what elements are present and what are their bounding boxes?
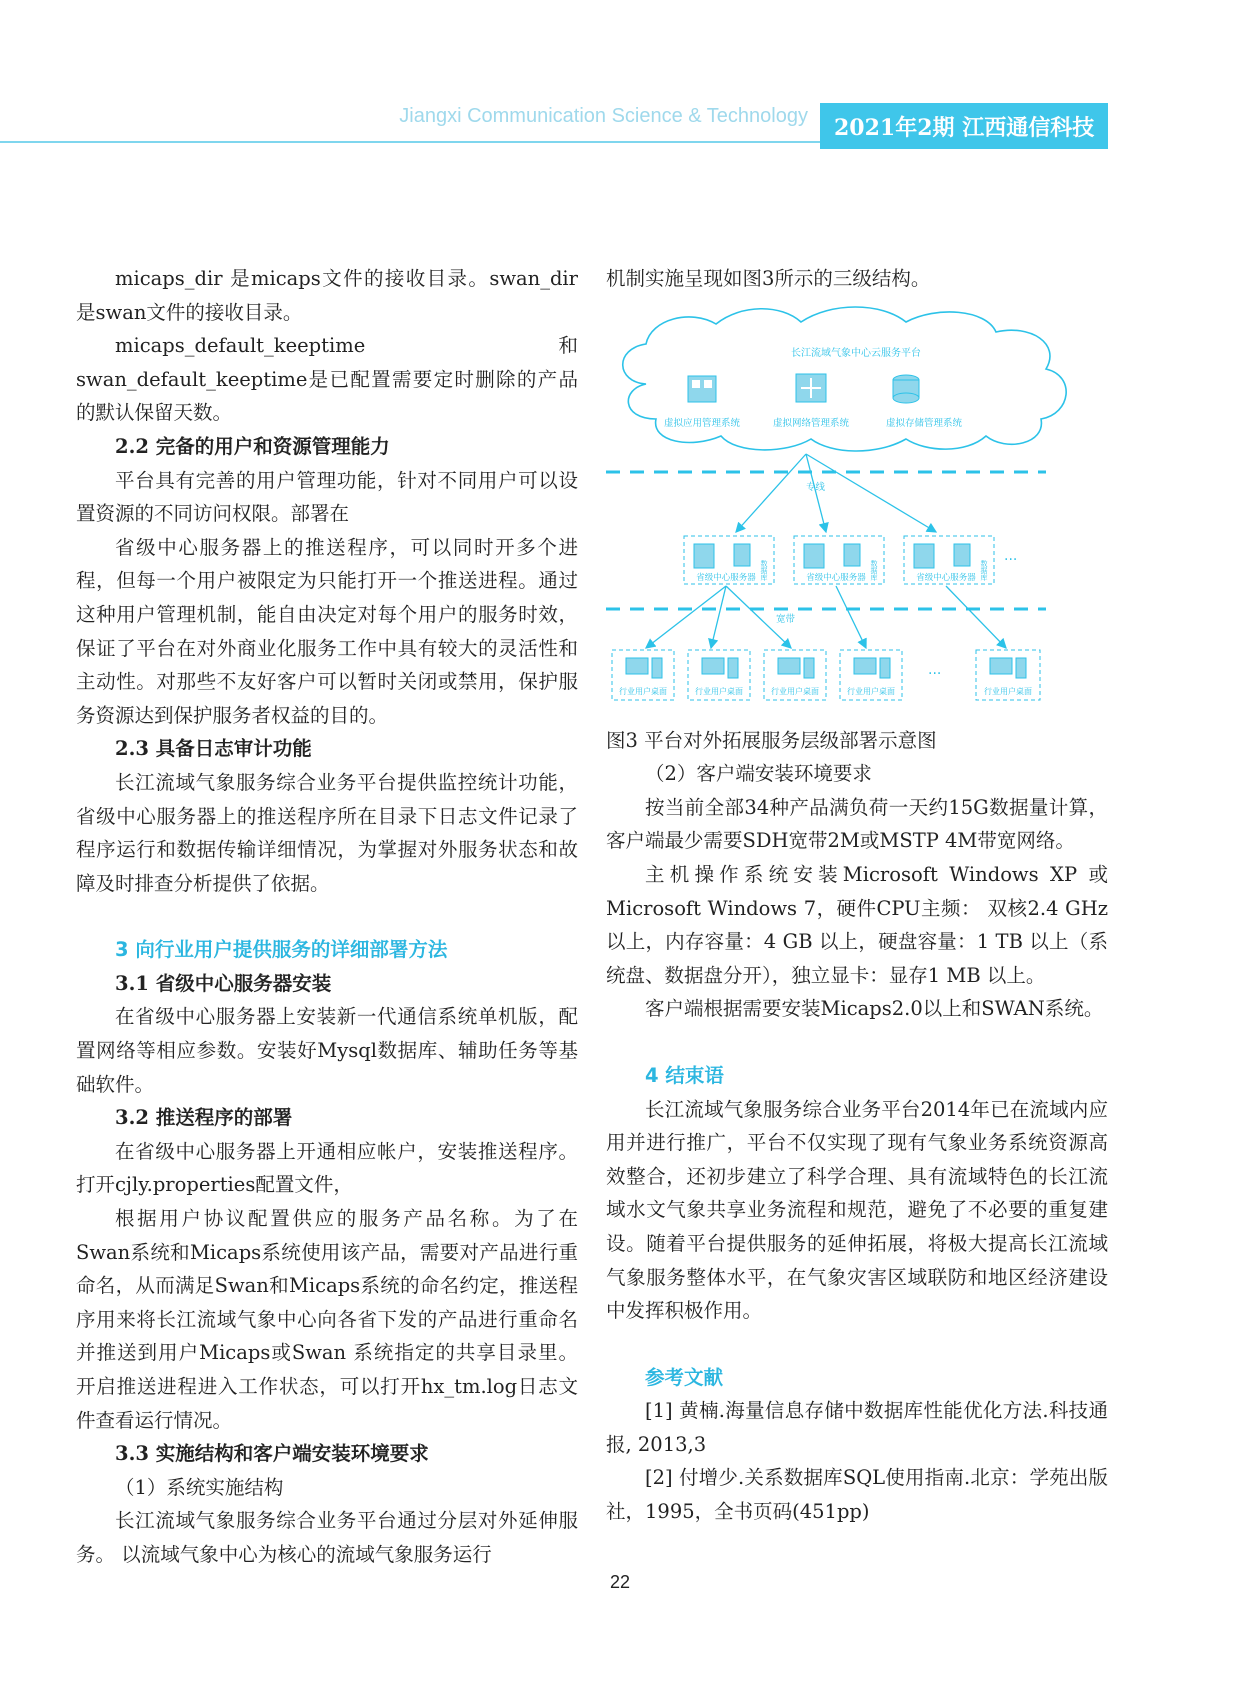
paragraph: 按当前全部34种产品满负荷一天约15G数据量计算，客户端最少需要SDH宽带2M或MSTP 4M带宽网络。 [606,795,1108,853]
section-heading: 2.2 完备的用户和资源管理能力 [115,434,390,458]
chapter-heading: 3 向行业用户提供服务的详细部署方法 [115,938,448,962]
user-box [840,650,902,700]
user-box [612,650,674,700]
network-system-icon [796,374,826,402]
deployment-diagram [606,304,1108,724]
page-number: 22 [609,1572,631,1592]
paragraph: 长江流域气象服务综合业务平台通过分层对外延伸服务。 以流域气象中心为核心的流域气象服务运行 [76,1509,578,1566]
issue-box [820,103,1108,149]
paragraph: 平台具有完善的用户管理功能，针对不同用户可以设置资源的不同访问权限。部署在 [76,468,578,526]
paragraph: 机制实施呈现如图3所示的三级结构。 [606,267,931,290]
paragraph: 在省级中心服务器上开通相应帐户，安装推送程序。打开cjly.properties配置文件， [76,1139,578,1197]
paragraph: micaps_dir 是micaps文件的接收目录。swan_dir是swan文件的接收目录。 [76,267,578,324]
paragraph: 长江流域气象服务综合业务平台提供监控统计功能，省级中心服务器上的推送程序所在目录下日志文件记录了程序运行和数据传输详细情况，为掌握对外服务状态和故障及时排查分析提供了依据。 [76,770,578,895]
link-label-broadband: 宽带 [776,613,796,625]
user-ellipsis: ··· [928,665,942,682]
user-box [764,650,826,700]
header-rule [0,141,820,143]
section-heading: 2.3 具备日志审计功能 [115,737,312,761]
server-box [904,536,994,584]
server-box [794,536,884,584]
paragraph: 在省级中心服务器上安装新一代通信系统单机版，配置网络等相应参数。安装好Mysql数据库、辅助任务等基础软件。 [76,1005,578,1096]
server-label: 省级中心服务器 [916,572,976,583]
system-label: 虚拟应用管理系统 [663,417,741,429]
server-box [684,536,774,584]
user-label: 行业用户桌面 [695,686,743,696]
db-label: 数据库 [980,559,988,581]
paragraph: 长江流域气象服务综合业务平台2014年已在流域内应用并进行推广，平台不仅实现了现有气象业务系统资源高效整合，还初步建立了科学合理、具有流域特色的长江流域水文气象共享业务流程和规范，避免了不必要的重复建设。随着平台提供服务的延伸拓展，将极大提高长江流域气象服务整体水平，在气象灾害区域联防和地区经济建设中发挥积极作用。 [606,1097,1108,1323]
figure-3-diagram [606,304,1108,724]
section-heading: 3.2 推送程序的部署 [115,1106,293,1130]
user-label: 行业用户桌面 [847,686,895,696]
system-label: 虚拟存储管理系统 [885,417,963,429]
reference-item: [2] 付增少.关系数据库SQL使用指南.北京：学苑出版社，1995，全书页码(451pp) [606,1466,1108,1524]
chapter-heading: 4 结束语 [645,1063,724,1087]
reference-item: [1] 黄楠.海量信息存储中数据库性能优化方法.科技通报, 2013,3 [606,1399,1108,1456]
paragraph: 客户端根据需要安装Micaps2.0以上和SWAN系统。 [645,997,1104,1021]
page-header [0,103,1240,149]
section-heading: 3.3 实施结构和客户端安装环境要求 [115,1442,429,1466]
user-label: 行业用户桌面 [771,686,819,696]
paragraph: 省级中心服务器上的推送程序，可以同时开多个进程，但每一个用户被限定为只能打开一个推送进程。通过这种用户管理机制，能自由决定对每个用户的服务时效，保证了平台在对外商业化服务工作中具有较大的灵活性和主动性。对那些不友好客户可以暂时关闭或禁用，保护服务资源达到保护服务者权益的目的。 [76,535,578,727]
paragraph: 根据用户协议配置供应的服务产品名称。为了在Swan系统和Micaps系统使用该产品，需要对产品进行重命名，从而满足Swan和Micaps系统的命名约定，推送程序用来将长江流域气象中心向各省下发的产品进行重命名并推送到用户Micaps或Swan 系统指定的共享目录里。开启推送进程进入工作状态，可以打开hx_tm.log日志文件查看运行情况。 [76,1207,578,1432]
cloud-title: 长江流域气象中心云服务平台 [791,347,921,359]
paragraph: （1）系统实施结构 [115,1475,284,1499]
server-ellipsis: ··· [1004,551,1018,568]
link-label-dedicated: 专线 [806,481,826,493]
user-label: 行业用户桌面 [619,686,667,696]
left-column [76,262,578,1572]
server-label: 省级中心服务器 [806,572,866,583]
journal-name: Jiangxi Communication Science & Technology [399,105,808,127]
user-box [688,650,750,700]
references-heading: 参考文献 [645,1365,724,1389]
system-label: 虚拟网络管理系统 [772,417,850,429]
paragraph: 主机操作系统安装Microsoft Windows XP 或Microsoft Windows 7，硬件CPU主频： 双核2.4 GHz 以上，内存容量：4 GB 以上，硬盘容量：1 TB 以上（系统盘、数据盘分开），独立显卡：显存1 MB 以上。 [606,862,1108,987]
paragraph: micaps_default_keeptime 和 swan_default_keeptime是已配置需要定时删除的产品的默认保留天数。 [76,334,578,425]
issue-label: 2021年2期 江西通信科技 [834,115,1095,141]
server-label: 省级中心服务器 [696,572,756,583]
right-column [606,262,1108,1529]
paragraph: （2）客户端安装环境要求 [645,762,872,786]
storage-system-icon [893,375,919,403]
db-label: 数据库 [870,559,878,581]
app-system-icon [688,376,716,402]
figure-caption: 图3 平台对外拓展服务层级部署示意图 [606,728,937,752]
user-box [976,650,1040,700]
section-heading: 3.1 省级中心服务器安装 [115,971,332,995]
db-label: 数据库 [760,559,768,581]
user-label: 行业用户桌面 [984,686,1032,696]
